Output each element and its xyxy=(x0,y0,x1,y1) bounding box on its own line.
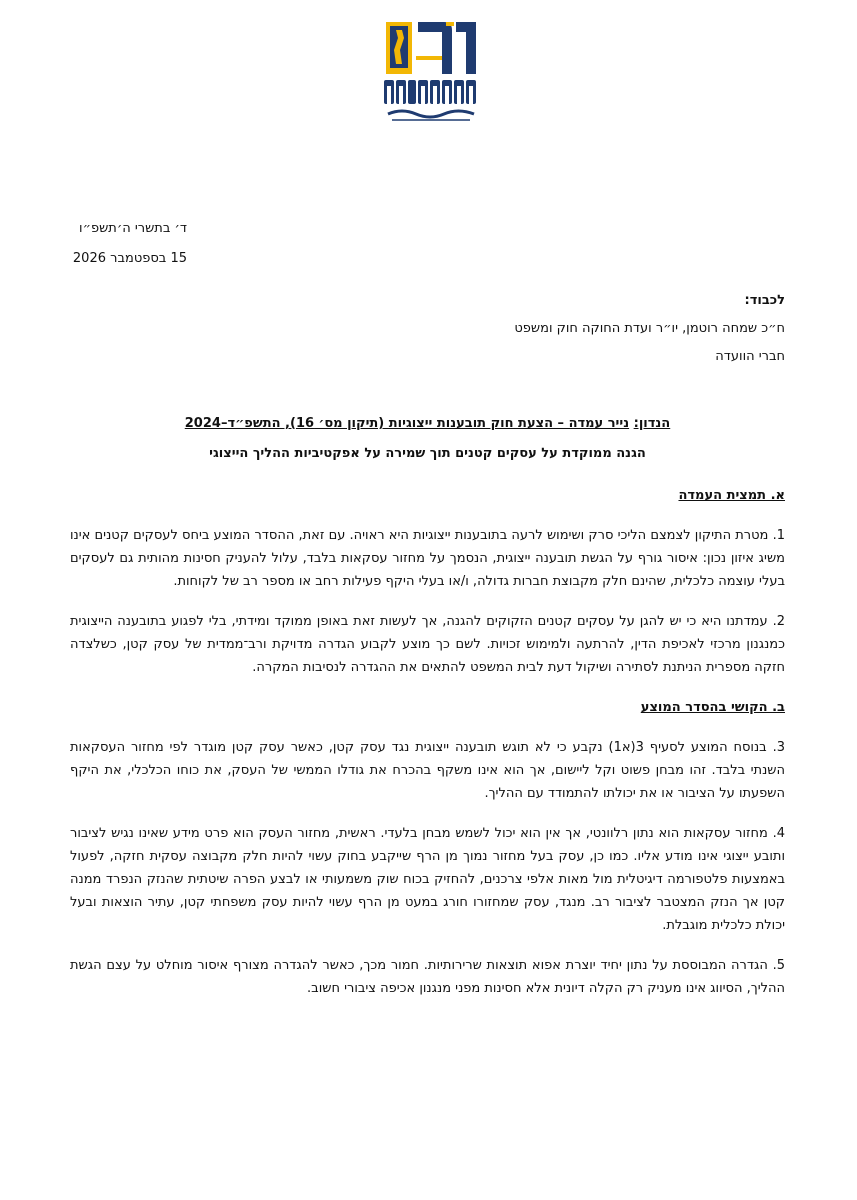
paragraph-1: 1. מטרת התיקון לצמצם הליכי סרק ושימוש לרעה בתובענות ייצוגיות היא ראויה. עם זאת, ההסדר המוצע ביחס לעסקים קטנים אינו משיג איזון נכון: איסור גורף על הגשת תובענה ייצוגית, הנסמך על מחזור עסקאות בלבד, עלול להעניק חסינות מהותית גם לעסקים בעלי עוצמה כלכלית, שהינם חלק מקבוצת חברות גדולה, ו/או בעלי היקף פעילות רחב או מספר רב של לקוחות. xyxy=(70,528,785,589)
recipients xyxy=(514,287,785,371)
document-body xyxy=(70,484,785,1017)
paragraph-2: 2. עמדתנו היא כי יש להגן על עסקים קטנים הזקוקים להגנה, אך לעשות זאת באופן ממוקד ומידתי, בלי לפגוע בתובענה הייצוגית כמנגנון מרכזי לאכיפת הדין, להרתעה ולמימוש זכויות. לשם כך מוצע לקבוע הגדרה מדויקת ורב־ממדית של עסק קטן, כשלצדה חזקה מספרית הניתנת לסתירה ושיקול דעת לבית המשפט להתאים את ההגדרה לנסיבות המקרה. xyxy=(70,614,785,675)
section-b-heading: ב. הקושי בהסדר המוצע xyxy=(640,700,785,715)
kach-hitarvut-logo xyxy=(382,16,478,126)
subject xyxy=(70,409,785,469)
paragraph-5: 5. הגדרה המבוססת על נתון יחיד יוצרת אפוא תוצאות שרירותיות. חמור מכך, כאשר להגדרה מצורף איסור מוחלט על עצם הגשת ההליך, הסיווג אינו מעניק רק הקלה דיונית אלא חסינות מפני מנגנון אכיפה ציבורי חשוב. xyxy=(70,958,785,996)
hebrew-date: ד׳ בתשרי ה׳תשפ״ו xyxy=(79,221,187,236)
subject-line xyxy=(70,409,785,439)
recipients-label: לכבוד: xyxy=(744,293,785,308)
date-block xyxy=(73,214,187,274)
paragraph-3: 3. בנוסח המוצע לסעיף 3(א1) נקבע כי לא תוגש תובענה ייצוגית נגד עסק קטן, כאשר עסק קטן מוגדר לפי מחזור העסקאות השנתי בלבד. זהו מבחן פשוט וקל ליישום, אך הוא אינו משקף בהכרח את גודלו הממשי של העסק, את כוחו הכלכלי, את היקף השפעתו על הציבור או את יכולתו להתמודד עם ההליך. xyxy=(70,740,785,801)
paragraph-4: 4. מחזור עסקאות הוא נתון רלוונטי, אך אין הוא יכול לשמש מבחן בלעדי. ראשית, מחזור העסק הוא פרט מידע שאינו נגיש לציבור ותובע ייצוגי אינו מודע אליו. כמו כן, עסק בעל מחזור נמוך מן הרף שייקבע בחוק עשוי להיות חלק מקבוצה עסקית חזקה, לפעול באמצעות פלטפורמה דיגיטלית מול מאות אלפי צרכנים, להחזיק בכוח שוק משמעותי או לבצע הפרה שיטתית שהנזק הנפרד ממנה קטן אך הנזק המצטבר לציבור רב. מנגד, עסק שמחזורו חורג במעט מן הרף עשוי להיות עסק משפחתי קטן, עתיר הוצאות ובעל יכולת כלכלית מוגבלת. xyxy=(70,826,785,933)
recipient-primary: ח״כ שמחה רוטמן, יו״ר ועדת החוקה חוק ומשפט xyxy=(514,321,785,336)
section-a-heading: א. תמצית העמדה xyxy=(678,488,785,503)
subject-prefix: הנדון: xyxy=(633,416,671,431)
gregorian-date: 15 בספטמבר 2026 xyxy=(72,251,187,266)
recipient-secondary: חברי הוועדה xyxy=(715,349,785,364)
subject-title: נייר עמדה – הצעת חוק תובענות ייצוגיות (תיקון מס׳ 16), התשפ״ד–2024 xyxy=(184,416,630,431)
subject-subtitle: הגנה ממוקדת על עסקים קטנים תוך שמירה על אפקטיביות ההליך הייצוגי xyxy=(209,446,646,461)
